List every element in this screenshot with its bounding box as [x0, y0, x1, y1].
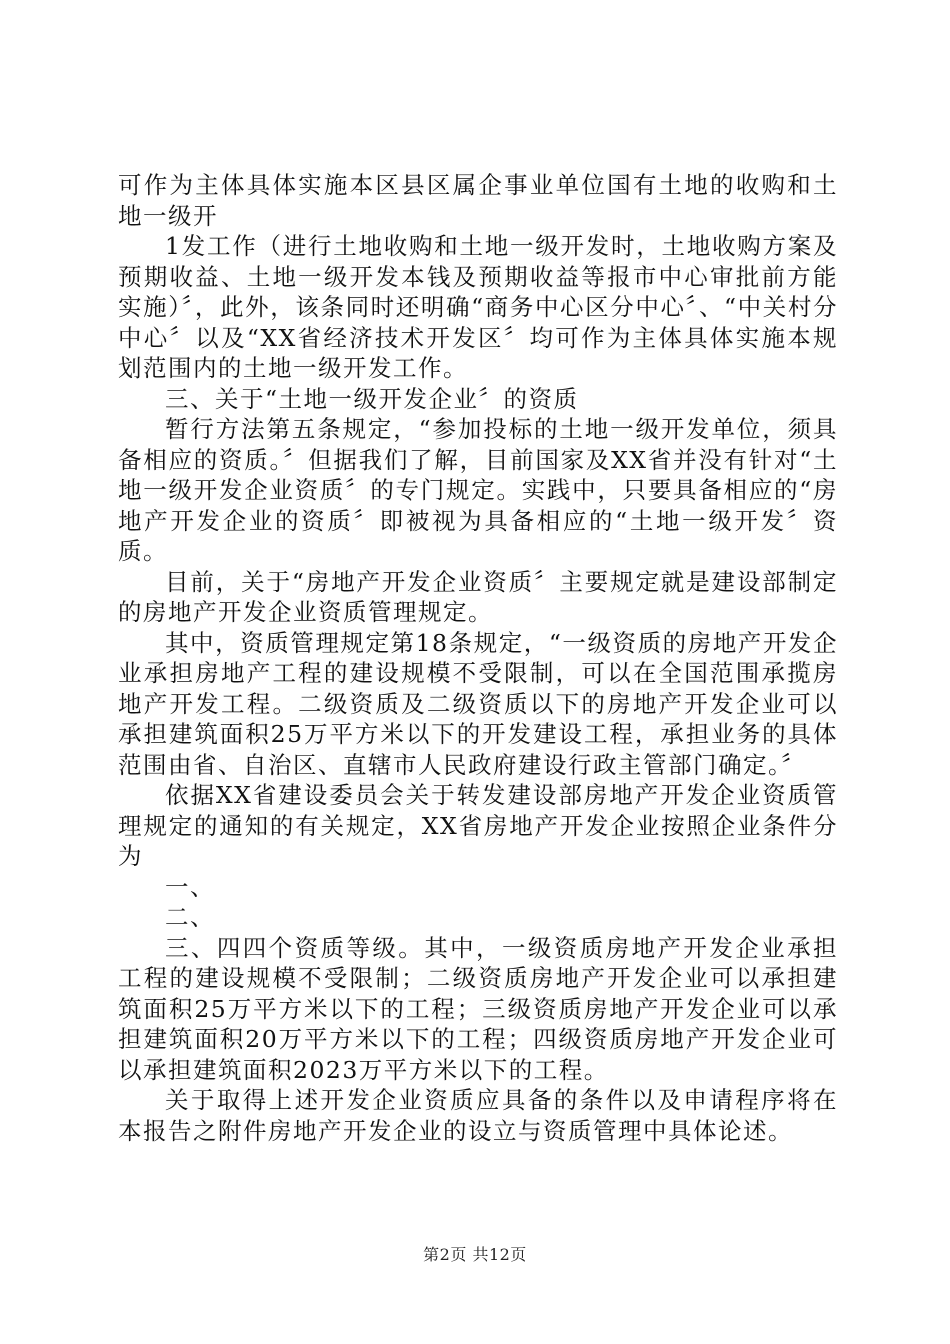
- paragraph-2: 1发工作（进行土地收购和土地一级开发时，土地收购方案及预期收益、土地一级开发本钱及预期收益等报市中心审批前方能实施）〞，此外，该条同时还明确“商务中心区分中心〞、“中关村分中心〞以及“XX省经济技术开发区〞均可作为主体具体实施本规划范围内的土地一级开发工作。: [118, 232, 838, 382]
- document-body: [118, 170, 838, 1146]
- paragraph-6: 依据XX省建设委员会关于转发建设部房地产开发企业资质管理规定的通知的有关规定，XX省房地产开发企业按照企业条件分为: [118, 781, 838, 870]
- paragraph-3: 暂行方法第五条规定，“参加投标的土地一级开发单位，须具备相应的资质。〞但据我们了解，目前国家及XX省并没有针对“土地一级开发企业资质〞的专门规定。实践中，只要具备相应的“房地产开发企业的资质〞即被视为具备相应的“土地一级开发〞资质。: [118, 415, 838, 565]
- list-item-1: 一、: [165, 872, 215, 901]
- page-number: 第2页 共12页: [423, 1245, 527, 1264]
- paragraph-4: 目前，关于“房地产开发企业资质〞主要规定就是建设部制定的房地产开发企业资质管理规定。: [118, 567, 838, 626]
- paragraph-5: 其中，资质管理规定第18条规定，“一级资质的房地产开发企业承担房地产工程的建设规模不受限制，可以在全国范围承揽房地产开发工程。二级资质及二级资质以下的房地产开发企业可以承担建筑面积25万平方米以下的开发建设工程，承担业务的具体范围由省、自治区、直辖市人民政府建设行政主管部门确定。〞: [118, 628, 838, 779]
- list-item-2: 二、: [165, 903, 215, 931]
- paragraph-1: 可作为主体具体实施本区县区属企事业单位国有土地的收购和土地一级开: [118, 171, 838, 230]
- section-heading: 三、关于“土地一级开发企业〞的资质: [165, 384, 579, 413]
- paragraph-8: 关于取得上述开发企业资质应具备的条件以及申请程序将在本报告之附件房地产开发企业的设立与资质管理中具体论述。: [118, 1086, 838, 1145]
- paragraph-7: 三、四四个资质等级。其中，一级资质房地产开发企业承担工程的建设规模不受限制；二级资质房地产开发企业可以承担建筑面积25万平方米以下的工程；三级资质房地产开发企业可以承担建筑面积20万平方米以下的工程；四级资质房地产开发企业可以承担建筑面积2023万平方米以下的工程。: [118, 933, 838, 1084]
